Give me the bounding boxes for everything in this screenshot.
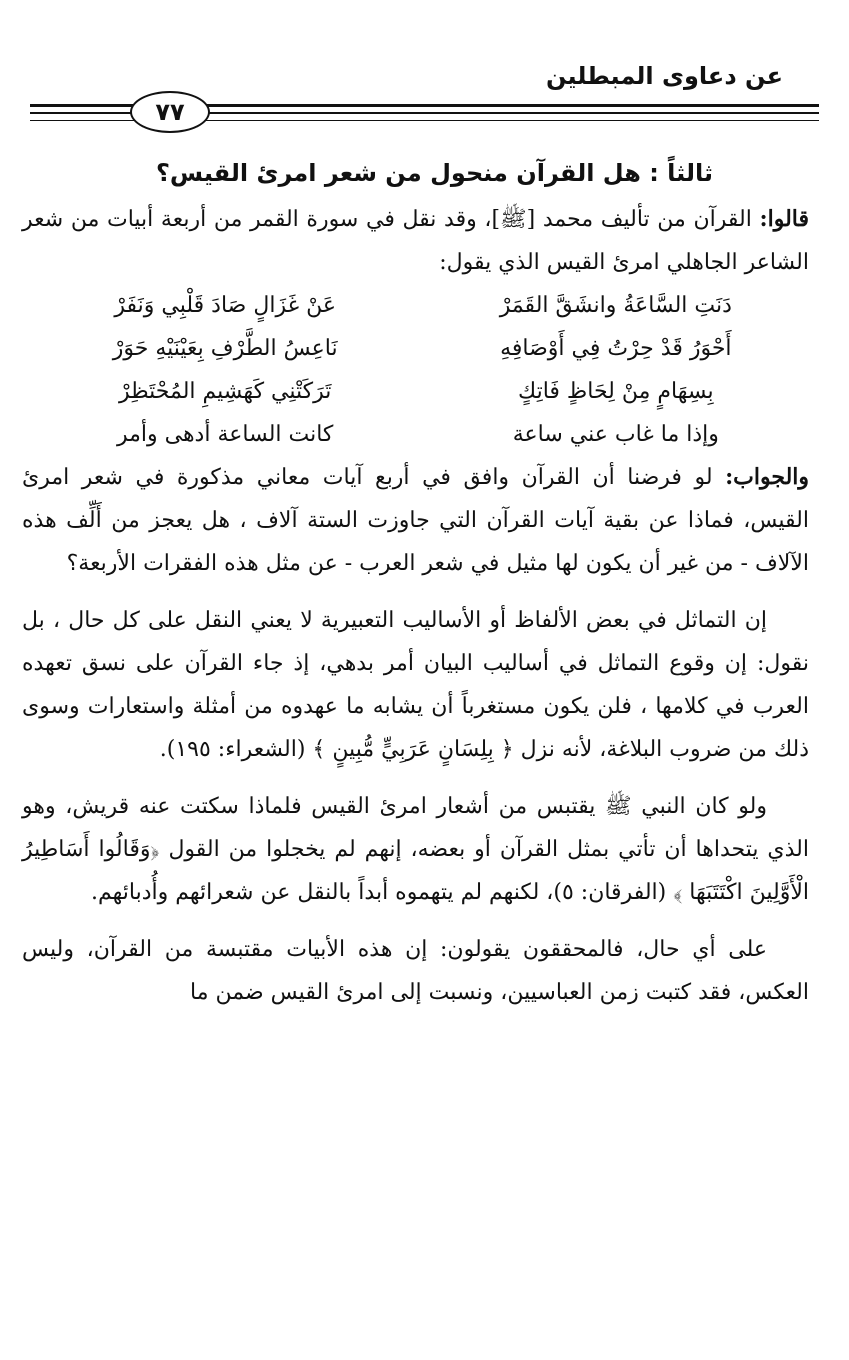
- verse-second-half: تَرَكَتْنِي كَهَشِيمِ المُحْتَظِرْ: [118, 379, 332, 404]
- poem-verse: [52, 370, 789, 413]
- poem-verse: [52, 413, 789, 456]
- poem-verse: [52, 327, 789, 370]
- verse-second-half: كانت الساعة أدهى وأمر: [116, 422, 334, 447]
- page-number: ٧٧: [130, 91, 210, 133]
- answer-paragraph: [22, 456, 809, 585]
- body-paragraph: ولو كان النبي ﷺ يقتبس من أشعار امرئ القيس فلماذا سكتت عنه قريش، وهو الذي يتحداها أن تأتي بمثل القرآن أو بعضه، إنهم لم يخجلوا من القول ﴿وَقَالُوا أَسَاطِيرُ الْأَوَّلِينَ اكْتَتَبَهَا ﴾ (الفرقان: ٥)، لكنهم لم يتهموه أبداً بالنقل عن شعرائهم وأُدبائهم.: [22, 794, 809, 905]
- intro-paragraph: [22, 198, 809, 284]
- verse-first-half: دَنَتِ السَّاعَةُ وانشَقَّ القَمَرْ: [499, 293, 732, 318]
- verse-first-half: بِسِهَامٍ مِنْ لِحَاظٍ فَاتِكٍ: [518, 379, 714, 404]
- answer-text: لو فرضنا أن القرآن وافق في أربع آيات معاني مذكورة في شعر امرئ القيس، فماذا عن بقية آيات القرآن التي جاوزت الستة آلاف ، هل يعجز من أَلِّف هذه الآلاف - من غير أن يكون لها مثيل في شعر العرب - عن مثل هذه الفقرات الأربعة؟: [22, 465, 809, 576]
- body-text: [22, 152, 809, 1014]
- verse-second-half: عَنْ غَزَالٍ صَادَ قَلْبِي وَنَفَرْ: [114, 293, 336, 318]
- verse-first-half: وإذا ما غاب عني ساعة: [512, 422, 719, 447]
- poem: [52, 284, 789, 456]
- section-heading: ثالثاً : هل القرآن منحول من شعر امرئ القيس؟: [155, 159, 713, 187]
- answer-lead: والجواب:: [725, 464, 810, 490]
- intro-lead: قالوا:: [759, 206, 809, 232]
- body-paragraph: على أي حال، فالمحققون يقولون: إن هذه الأبيات مقتبسة من القرآن، وليس العكس، فقد كتبت زمن العباسيين، ونسبت إلى امرئ القيس ضمن ما: [22, 937, 809, 1005]
- intro-text: القرآن من تأليف محمد [ﷺ]، وقد نقل في سورة القمر من أربعة أبيات من شعر الشاعر الجاهلي امرئ القيس الذي يقول:: [22, 207, 809, 275]
- verse-first-half: أَحْوَرُ قَدْ حِرْتُ فِي أَوْصَافِهِ: [500, 336, 732, 361]
- body-paragraph: إن التماثل في بعض الألفاظ أو الأساليب التعبيرية لا يعني النقل على كل حال ، بل نقول: إن وقوع التماثل في أساليب البيان أمر بدهي، إذ جاء القرآن على نسق تعهده العرب في كلامها ، فلن يكون مستغرباً أن يشابه ما عهدوه من أمثلة واستعارات وسوى ذلك من ضروب البلاغة، لأنه نزل ﴿ بِلِسَانٍ عَرَبِيٍّ مُّبِينٍ ﴾ (الشعراء: ١٩٥).: [22, 608, 809, 762]
- poem-verse: [52, 284, 789, 327]
- running-header: عن دعاوى المبطلين: [545, 62, 783, 90]
- verse-second-half: نَاعِسُ الطَّرْفِ بِعَيْنَيْهِ حَوَرْ: [112, 336, 338, 361]
